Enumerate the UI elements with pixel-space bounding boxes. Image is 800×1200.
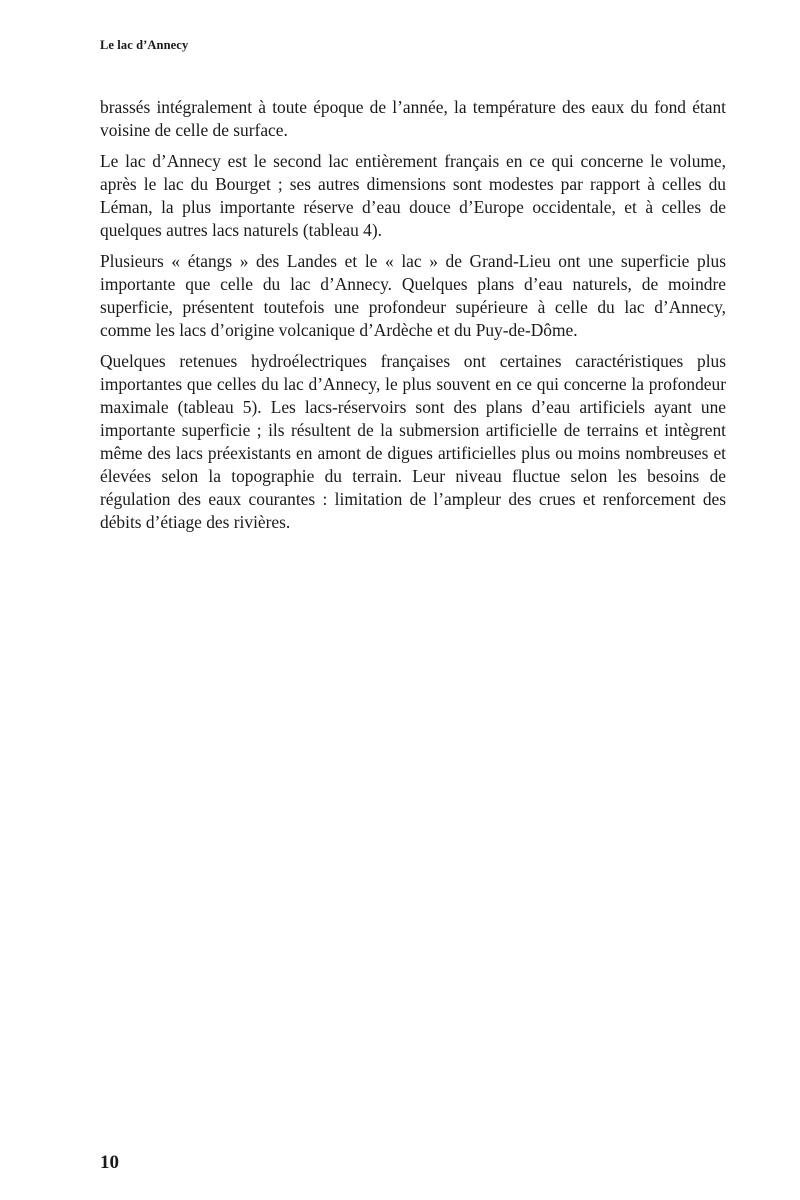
body-text [100, 96, 726, 542]
running-head: Le lac d’Annecy [100, 38, 189, 52]
paragraph: Quelques retenues hydroélectriques françaises ont certaines caractéristiques plus importantes que celles du lac d’Annecy, le plus souvent en ce qui concerne la profondeur maximale (tableau 5). Les lacs-réservoirs sont des plans d’eau artificiels ayant une importante superficie ; ils résultent de la submersion artificielle de terrains et intègrent même des lacs préexistants en amont de digues artificielles plus ou moins nombreuses et élevées selon la topographie du terrain. Leur niveau fluctue selon les besoins de régulation des eaux courantes : limitation de l’ampleur des crues et renforcement des débits d’étiage des rivières. [100, 351, 726, 532]
paragraph: Plusieurs « étangs » des Landes et le « lac » de Grand-Lieu ont une superficie plus importante que celle du lac d’Annecy. Quelques plans d’eau naturels, de moindre superficie, présentent toutefois une profondeur supérieure à celle du lac d’Annecy, comme les lacs d’origine volcanique d’Ardèche et du Puy-de-Dôme. [100, 251, 726, 340]
paragraph: brassés intégralement à toute époque de l’année, la température des eaux du fond étant voisine de celle de surface. [100, 97, 726, 140]
page-number: 10 [100, 1152, 119, 1173]
paragraph: Le lac d’Annecy est le second lac entièrement français en ce qui concerne le volume, après le lac du Bourget ; ses autres dimensions sont modestes par rapport à celles du Léman, la plus importante réserve d’eau douce d’Europe occidentale, et à celles de quelques autres lacs naturels (tableau 4). [100, 151, 726, 240]
